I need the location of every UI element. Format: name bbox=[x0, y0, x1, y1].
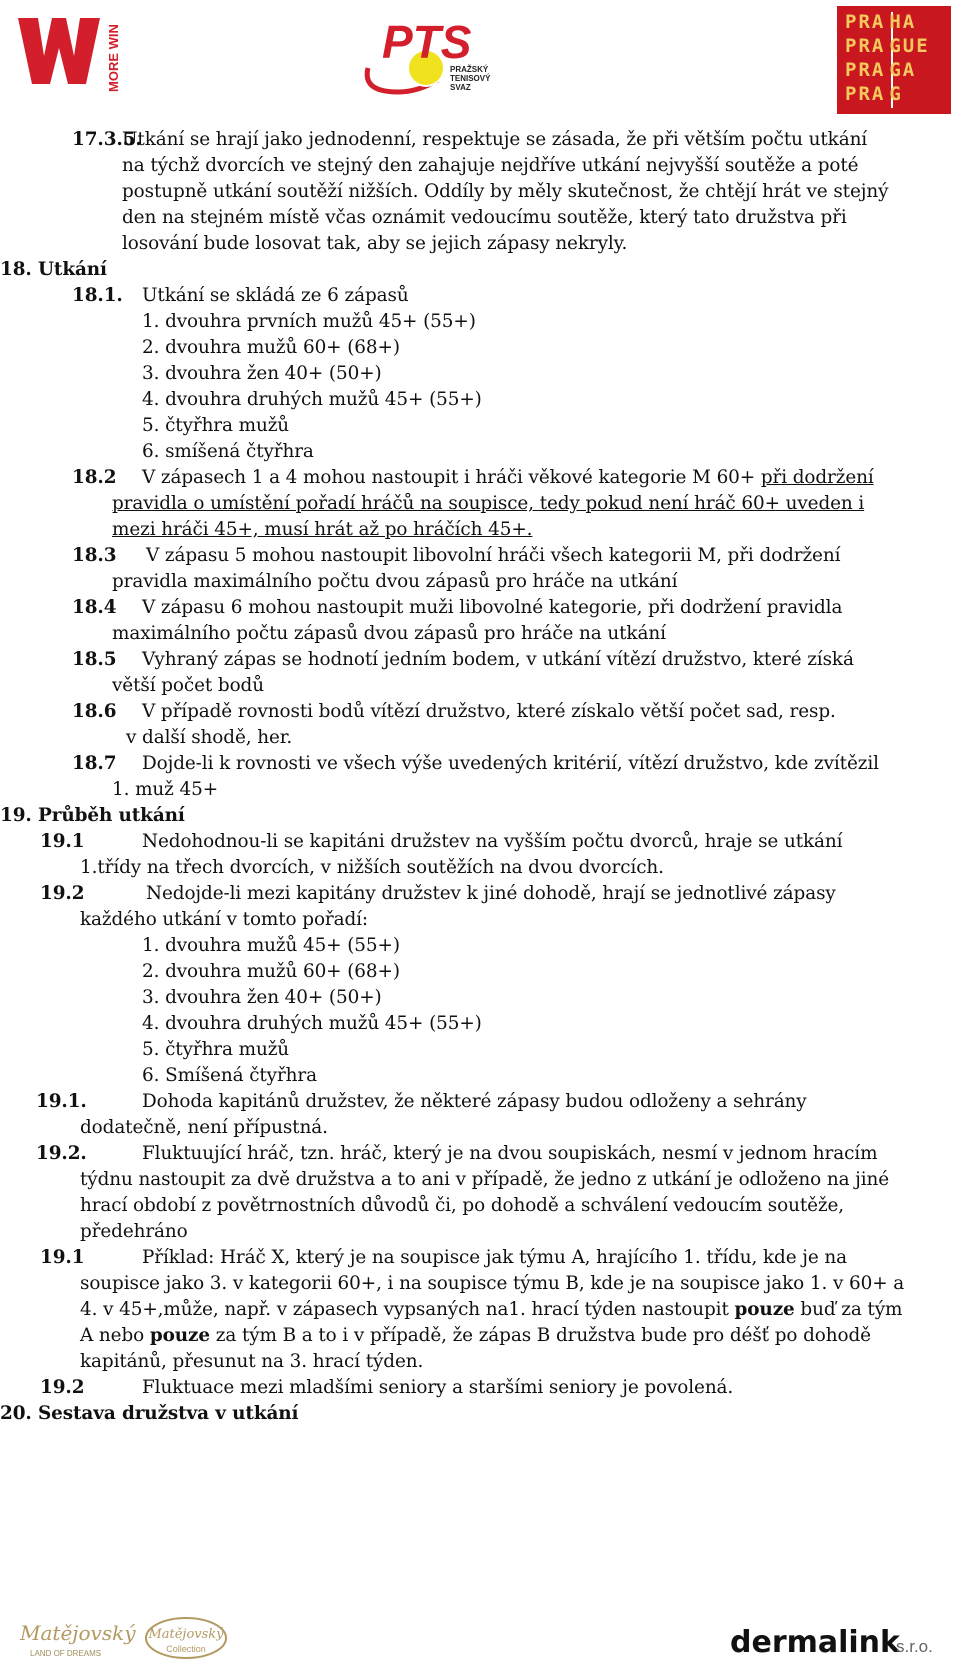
matejovsky-collection-sub: Collection bbox=[166, 1644, 206, 1654]
text-segment: 6. Smíšená čtyřhra bbox=[142, 1065, 317, 1086]
pts-sub-3: SVAZ bbox=[450, 83, 471, 92]
pts-logo bbox=[362, 6, 508, 96]
pts-sub-1: PRAŽSKÝ bbox=[450, 65, 489, 74]
text-line bbox=[112, 516, 532, 543]
text-segment: Utkání se hrají jako jednodenní, respektuje se zásada, že při větším počtu utkání bbox=[122, 129, 868, 150]
text-line bbox=[80, 1218, 188, 1245]
text-segment: 5. čtyřhra mužů bbox=[142, 1039, 290, 1060]
text-line bbox=[122, 230, 627, 257]
text-line bbox=[142, 984, 382, 1011]
text-segment: v další shodě, her. bbox=[126, 727, 293, 748]
bold-word: pouze bbox=[149, 1325, 211, 1346]
text-line bbox=[122, 152, 858, 179]
section-number: 17.3.5. bbox=[72, 129, 142, 150]
text-line bbox=[146, 880, 836, 907]
section-number: 18.2 bbox=[72, 467, 117, 488]
text-line bbox=[142, 594, 842, 621]
text-segment: každého utkání v tomto pořadí: bbox=[80, 909, 369, 930]
praha-left-3: PRA bbox=[845, 59, 886, 81]
section-number: 19.2 bbox=[40, 1377, 85, 1398]
text-line bbox=[80, 1322, 871, 1349]
text-segment: 3. dvouhra žen 40+ (50+) bbox=[142, 363, 382, 384]
section-number: 18.1. bbox=[72, 285, 123, 306]
text-line bbox=[142, 412, 289, 439]
text-segment: Nedohodnou-li se kapitáni družstev na vyšším počtu dvorců, hraje se utkání bbox=[142, 831, 843, 852]
text-line bbox=[122, 178, 888, 205]
text-segment: 4. dvouhra druhých mužů 45+ (55+) bbox=[142, 1013, 482, 1034]
wilson-tagline: MORE WIN bbox=[106, 24, 121, 92]
section-number: 18.6 bbox=[72, 701, 117, 722]
bold-word: pouze bbox=[734, 1299, 795, 1320]
text-segment: pravidla maximálního počtu dvou zápasů pro hráče na utkání bbox=[112, 571, 678, 592]
text-segment: 19. Průběh utkání bbox=[0, 805, 185, 826]
matejovsky-logo bbox=[16, 1610, 230, 1662]
text-segment: V zápasu 5 mohou nastoupit libovolní hráči všech kategorii M, při dodržení bbox=[146, 545, 841, 566]
section-number: 18.5 bbox=[72, 649, 117, 670]
text-segment: Utkání se skládá ze 6 zápasů bbox=[142, 285, 409, 306]
text-line bbox=[142, 334, 400, 361]
pts-sub-2: TENISOVÝ bbox=[450, 74, 491, 83]
text-segment: postupně utkání soutěží nižších. Oddíly by měly skutečnost, že chtějí hrát ve stejný bbox=[122, 181, 889, 202]
text-segment: 2. dvouhra mužů 60+ (68+) bbox=[142, 961, 400, 982]
text-segment: Fluktuující hráč, tzn. hráč, který je na dvou soupiskách, nesmí v jednom hracím bbox=[142, 1143, 878, 1164]
praha-left-2: PRA bbox=[845, 35, 886, 57]
text-line bbox=[142, 932, 400, 959]
section-number: 19.2 bbox=[40, 883, 85, 904]
underlined-text: při dodržení bbox=[760, 467, 874, 488]
text-line bbox=[80, 1270, 904, 1297]
text-line bbox=[142, 1244, 847, 1271]
text-segment: 4. dvouhra druhých mužů 45+ (55+) bbox=[142, 389, 482, 410]
text-line bbox=[142, 438, 314, 465]
text-segment: den na stejném místě včas oznámit vedoucímu soutěže, který tato družstva při bbox=[122, 207, 847, 228]
text-line bbox=[80, 1296, 902, 1323]
text-segment: Fluktuace mezi mladšími seniory a staršími seniory je povolená. bbox=[142, 1377, 734, 1398]
text-line bbox=[112, 672, 264, 699]
text-segment: za tým B a to i v případě, že zápas B družstva bude pro déšť po dohodě bbox=[210, 1325, 871, 1346]
text-segment: 18. Utkání bbox=[0, 259, 107, 280]
text-line bbox=[126, 724, 292, 751]
text-line bbox=[142, 1374, 733, 1401]
dermalink-suffix: s.r.o. bbox=[896, 1637, 933, 1656]
text-line bbox=[122, 126, 867, 153]
text-line bbox=[112, 490, 864, 517]
text-line bbox=[112, 776, 218, 803]
text-segment: hrací období z povětrnostních důvodů či, po dohodě a schválení vedoucím soutěže, bbox=[80, 1195, 845, 1216]
text-line bbox=[142, 464, 874, 491]
text-line bbox=[80, 854, 664, 881]
text-segment: na týchž dvorcích ve stejný den zahajuje nejdříve utkání nejvyšší soutěže a poté bbox=[122, 155, 859, 176]
section-heading bbox=[0, 1400, 298, 1427]
section-number: 19.1 bbox=[40, 831, 85, 852]
text-segment: V zápasech 1 a 4 mohou nastoupit i hráči věkové kategorie M 60+ bbox=[142, 467, 761, 488]
section-heading bbox=[0, 256, 107, 283]
section-number: 19.1. bbox=[36, 1091, 87, 1112]
praha-right-1: HA bbox=[889, 11, 917, 33]
section-heading bbox=[0, 802, 185, 829]
text-segment: Nedojde-li mezi kapitány družstev k jiné dohodě, hrají se jednotlivé zápasy bbox=[146, 883, 836, 904]
matejovsky-tagline: LAND OF DREAMS bbox=[30, 1649, 102, 1658]
text-line bbox=[142, 698, 836, 725]
text-segment: A nebo bbox=[80, 1325, 150, 1346]
text-segment: kapitánů, přesunut na 3. hrací týden. bbox=[80, 1351, 424, 1372]
section-number: 19.2. bbox=[36, 1143, 87, 1164]
text-segment: Vyhraný zápas se hodnotí jedním bodem, v utkání vítězí družstvo, které získá bbox=[142, 649, 854, 670]
dermalink-wordmark: dermalink bbox=[730, 1625, 900, 1660]
text-line bbox=[142, 308, 476, 335]
praha-right-2: GUE bbox=[889, 35, 930, 57]
text-line bbox=[80, 1166, 889, 1193]
matejovsky-collection-wordmark: Matějovský bbox=[148, 1627, 224, 1642]
text-line bbox=[142, 958, 400, 985]
text-line bbox=[80, 906, 368, 933]
section-number: 18.4 bbox=[72, 597, 117, 618]
section-number: 18.3 bbox=[72, 545, 117, 566]
praha-right-3: GA bbox=[889, 59, 917, 81]
text-segment: buď za tým bbox=[794, 1299, 903, 1320]
text-segment: 20. Sestava družstva v utkání bbox=[0, 1403, 299, 1424]
text-segment: Příklad: Hráč X, který je na soupisce jak týmu A, hrajícího 1. třídu, kde je na bbox=[142, 1247, 847, 1268]
text-line bbox=[80, 1348, 423, 1375]
pts-wordmark: PTS bbox=[382, 16, 472, 68]
text-line bbox=[146, 542, 840, 569]
text-segment: předehráno bbox=[80, 1221, 188, 1242]
text-segment: maximálního počtu zápasů dvou zápasů pro hráče na utkání bbox=[112, 623, 666, 644]
text-segment: 1.třídy na třech dvorcích, v nižších soutěžích na dvou dvorcích. bbox=[80, 857, 664, 878]
text-line bbox=[142, 1088, 807, 1115]
text-segment: 4. v 45+,může, např. v zápasech vypsaných na1. hrací týden nastoupit bbox=[80, 1299, 735, 1320]
matejovsky-wordmark: Matějovský bbox=[20, 1621, 136, 1645]
text-line bbox=[142, 386, 482, 413]
text-segment: 1. dvouhra prvních mužů 45+ (55+) bbox=[142, 311, 476, 332]
text-line bbox=[142, 1010, 482, 1037]
text-segment: týdnu nastoupit za dvě družstva a to ani v případě, že jedno z utkání je odloženo na jiné bbox=[80, 1169, 890, 1190]
text-segment: Dojde-li k rovnosti ve všech výše uvedených kritérií, vítězí družstvo, kde zvítězil bbox=[142, 753, 879, 774]
text-segment: dodatečně, není přípustná. bbox=[80, 1117, 328, 1138]
text-segment: V zápasu 6 mohou nastoupit muži libovolné kategorie, při dodržení pravidla bbox=[142, 597, 843, 618]
underlined-text: pravidla o umístění pořadí hráčů na soupisce, tedy pokud není hráč 60+ uveden i bbox=[112, 493, 865, 514]
text-line bbox=[142, 1140, 877, 1167]
text-segment: Dohoda kapitánů družstev, že některé zápasy budou odloženy a sehrány bbox=[142, 1091, 807, 1112]
text-segment: V případě rovnosti bodů vítězí družstvo, které získalo větší počet sad, resp. bbox=[142, 701, 836, 722]
wilson-logo bbox=[12, 14, 132, 92]
praha-left-1: PRA bbox=[845, 11, 886, 33]
text-line bbox=[142, 282, 409, 309]
praha-logo bbox=[837, 6, 951, 114]
text-line bbox=[122, 204, 847, 231]
text-line bbox=[142, 828, 842, 855]
praha-right-4: G bbox=[889, 83, 903, 105]
text-segment: 1. muž 45+ bbox=[112, 779, 219, 800]
text-line bbox=[80, 1114, 328, 1141]
text-line bbox=[142, 1062, 317, 1089]
text-segment: 6. smíšená čtyřhra bbox=[142, 441, 314, 462]
text-segment: soupisce jako 3. v kategorii 60+, i na soupisce týmu B, kde je na soupisce jako 1. v 60+ a bbox=[80, 1273, 905, 1294]
text-line bbox=[142, 750, 879, 777]
text-line bbox=[142, 360, 382, 387]
section-number: 18.7 bbox=[72, 753, 117, 774]
text-line bbox=[142, 1036, 289, 1063]
text-segment: 1. dvouhra mužů 45+ (55+) bbox=[142, 935, 400, 956]
text-segment: 5. čtyřhra mužů bbox=[142, 415, 290, 436]
text-segment: 2. dvouhra mužů 60+ (68+) bbox=[142, 337, 400, 358]
dermalink-logo bbox=[730, 1618, 950, 1662]
text-line bbox=[142, 646, 854, 673]
praha-left-4: PRA bbox=[845, 83, 886, 105]
section-number: 19.1 bbox=[40, 1247, 85, 1268]
text-line bbox=[80, 1192, 844, 1219]
text-segment: 3. dvouhra žen 40+ (50+) bbox=[142, 987, 382, 1008]
text-line bbox=[112, 620, 666, 647]
underlined-text: mezi hráči 45+, musí hrát až po hráčích 45+. bbox=[112, 519, 533, 540]
text-segment: losování bude losovat tak, aby se jejich zápasy nekryly. bbox=[122, 233, 628, 254]
text-line bbox=[112, 568, 677, 595]
text-segment: větší počet bodů bbox=[112, 675, 264, 696]
